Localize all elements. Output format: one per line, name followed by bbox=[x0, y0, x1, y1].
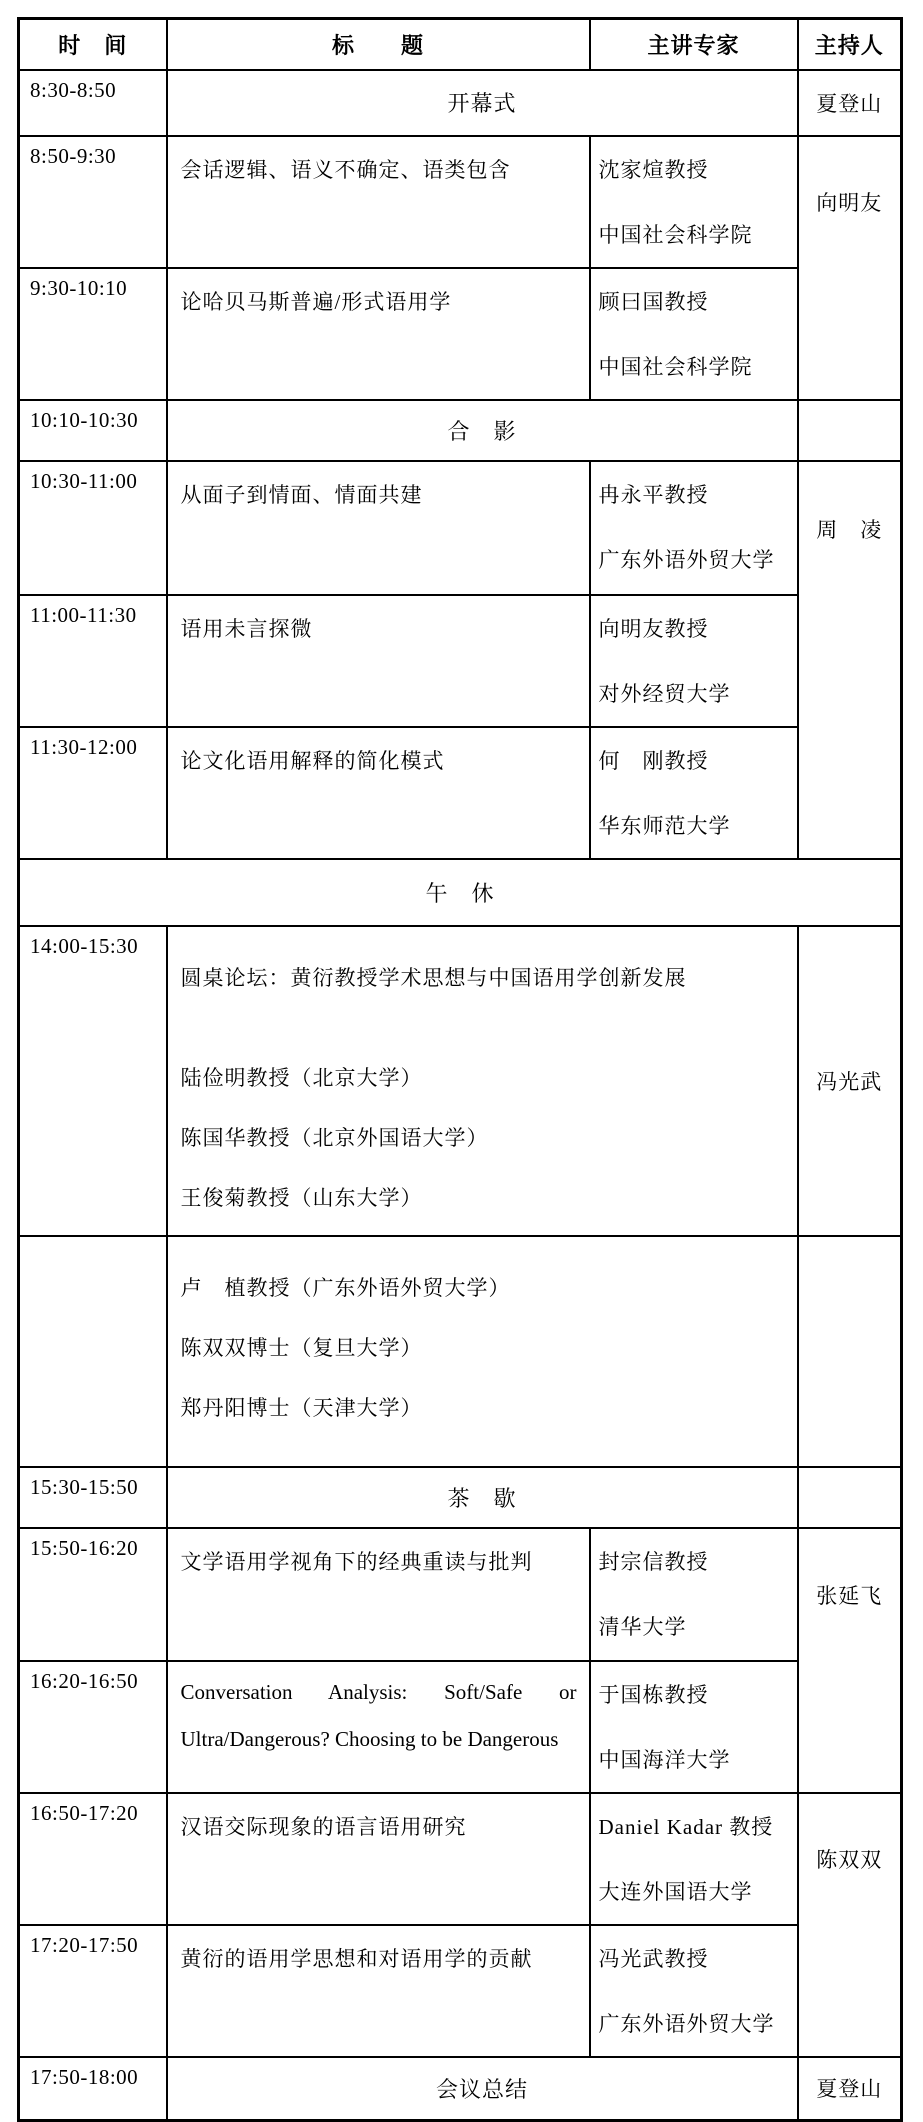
time-cell: 15:50-16:20 bbox=[19, 1528, 167, 1661]
speaker-affiliation: 广东外语外贸大学 bbox=[598, 548, 775, 572]
time-cell: 9:30-10:10 bbox=[19, 268, 167, 400]
speaker-cell bbox=[590, 1661, 798, 1793]
host-cell: 夏登山 bbox=[798, 2057, 902, 2121]
roundtable-title: 圆桌论坛：黄衍教授学术思想与中国语用学创新发展 bbox=[180, 965, 687, 990]
column-header-time: 时 间 bbox=[19, 19, 167, 70]
event-cell: 茶 歇 bbox=[167, 1467, 798, 1528]
roundtable-panelist: 郑丹阳博士（天津大学） bbox=[180, 1395, 423, 1420]
title-cell bbox=[167, 461, 590, 595]
speaker-affiliation: 华东师范大学 bbox=[598, 814, 731, 838]
time-cell-empty bbox=[19, 1236, 167, 1467]
table-row bbox=[19, 859, 902, 926]
speaker-affiliation: 中国海洋大学 bbox=[598, 1748, 731, 1772]
table-row bbox=[19, 1661, 902, 1793]
talk-title: 文学语用学视角下的经典重读与批判 bbox=[180, 1550, 533, 1574]
time-cell: 11:30-12:00 bbox=[19, 727, 167, 859]
host-name: 陈双双 bbox=[816, 1847, 883, 1872]
roundtable-cell bbox=[167, 1236, 798, 1467]
speaker-cell bbox=[590, 1793, 798, 1925]
speaker-cell bbox=[590, 727, 798, 859]
title-cell-english: Conversation Analysis: Soft/Safe or Ultra/Dangerous? Choosing to be Dangerous bbox=[167, 1661, 590, 1793]
table-row bbox=[19, 461, 902, 595]
conference-schedule-table bbox=[17, 17, 903, 2122]
roundtable-panelist: 陆俭明教授（北京大学） bbox=[180, 1065, 423, 1090]
table-row bbox=[19, 136, 902, 268]
title-cell bbox=[167, 136, 590, 268]
speaker-affiliation: 中国社会科学院 bbox=[598, 223, 753, 247]
speaker-affiliation: 中国社会科学院 bbox=[598, 355, 753, 379]
host-cell-empty bbox=[798, 1236, 902, 1467]
time-cell: 15:30-15:50 bbox=[19, 1467, 167, 1528]
table-row bbox=[19, 2057, 902, 2121]
time-cell: 11:00-11:30 bbox=[19, 595, 167, 727]
column-header-speaker: 主讲专家 bbox=[590, 19, 798, 70]
speaker-name: 冯光武教授 bbox=[598, 1947, 709, 1971]
time-cell: 16:20-16:50 bbox=[19, 1661, 167, 1793]
table-row bbox=[19, 1236, 902, 1467]
event-cell: 合 影 bbox=[167, 400, 798, 461]
host-cell bbox=[798, 461, 902, 859]
header-row bbox=[19, 19, 902, 70]
speaker-affiliation: 清华大学 bbox=[598, 1615, 687, 1639]
speaker-cell bbox=[590, 136, 798, 268]
speaker-affiliation: 广东外语外贸大学 bbox=[598, 2012, 775, 2036]
talk-title: 论文化语用解释的简化模式 bbox=[180, 749, 445, 773]
speaker-cell bbox=[590, 268, 798, 400]
title-cell bbox=[167, 1528, 590, 1661]
speaker-name: 沈家煊教授 bbox=[598, 158, 709, 182]
table-row bbox=[19, 1528, 902, 1661]
title-cell bbox=[167, 727, 590, 859]
talk-title: 语用未言探微 bbox=[180, 617, 313, 641]
table-row bbox=[19, 268, 902, 400]
speaker-name: 封宗信教授 bbox=[598, 1550, 709, 1574]
table-row bbox=[19, 70, 902, 136]
host-cell bbox=[798, 1528, 902, 1793]
title-cell bbox=[167, 268, 590, 400]
table-row bbox=[19, 1925, 902, 2057]
speaker-name: 向明友教授 bbox=[598, 617, 709, 641]
table-row bbox=[19, 400, 902, 461]
time-cell: 8:50-9:30 bbox=[19, 136, 167, 268]
column-header-host: 主持人 bbox=[798, 19, 902, 70]
roundtable-cell bbox=[167, 926, 798, 1236]
time-cell: 17:20-17:50 bbox=[19, 1925, 167, 2057]
speaker-name: 于国栋教授 bbox=[598, 1683, 709, 1707]
roundtable-panelist: 陈双双博士（复旦大学） bbox=[180, 1335, 423, 1360]
host-cell: 冯光武 bbox=[798, 926, 902, 1236]
speaker-cell bbox=[590, 595, 798, 727]
event-cell-lunch-break: 午 休 bbox=[19, 859, 902, 926]
speaker-name: 顾曰国教授 bbox=[598, 290, 709, 314]
event-cell: 开幕式 bbox=[167, 70, 798, 136]
column-header-title: 标 题 bbox=[167, 19, 590, 70]
roundtable-panelist: 卢 植教授（广东外语外贸大学） bbox=[180, 1275, 511, 1300]
table-row bbox=[19, 727, 902, 859]
speaker-cell bbox=[590, 1925, 798, 2057]
talk-title: 会话逻辑、语义不确定、语类包含 bbox=[180, 158, 511, 182]
talk-title: 汉语交际现象的语言语用研究 bbox=[180, 1815, 467, 1839]
table-row bbox=[19, 926, 902, 1236]
host-name: 向明友 bbox=[816, 190, 883, 215]
time-cell: 17:50-18:00 bbox=[19, 2057, 167, 2121]
blank-line bbox=[181, 1007, 789, 1047]
host-name: 张延飞 bbox=[816, 1584, 883, 1608]
time-cell: 14:00-15:30 bbox=[19, 926, 167, 1236]
title-cell bbox=[167, 1925, 590, 2057]
host-name: 周 凌 bbox=[816, 517, 883, 542]
speaker-name: Daniel Kadar 教授 bbox=[598, 1815, 774, 1839]
speaker-cell bbox=[590, 1528, 798, 1661]
host-cell-empty bbox=[798, 1467, 902, 1528]
speaker-name: 何 刚教授 bbox=[598, 749, 709, 773]
host-cell-empty bbox=[798, 400, 902, 461]
host-cell bbox=[798, 136, 902, 400]
time-cell: 8:30-8:50 bbox=[19, 70, 167, 136]
table-row bbox=[19, 595, 902, 727]
host-cell: 夏登山 bbox=[798, 70, 902, 136]
event-cell: 会议总结 bbox=[167, 2057, 798, 2121]
talk-title: 黄衍的语用学思想和对语用学的贡献 bbox=[180, 1947, 533, 1971]
time-cell: 10:30-11:00 bbox=[19, 461, 167, 595]
host-cell bbox=[798, 1793, 902, 2057]
roundtable-panelist: 王俊菊教授（山东大学） bbox=[180, 1185, 423, 1210]
speaker-affiliation: 对外经贸大学 bbox=[598, 682, 731, 706]
talk-title: 论哈贝马斯普遍/形式语用学 bbox=[180, 290, 452, 314]
title-cell bbox=[167, 595, 590, 727]
table-row bbox=[19, 1467, 902, 1528]
speaker-affiliation: 大连外国语大学 bbox=[598, 1880, 753, 1904]
time-cell: 16:50-17:20 bbox=[19, 1793, 167, 1925]
speaker-name: 冉永平教授 bbox=[598, 483, 709, 507]
roundtable-panelist: 陈国华教授（北京外国语大学） bbox=[180, 1125, 489, 1150]
table-row bbox=[19, 1793, 902, 1925]
talk-title: 从面子到情面、情面共建 bbox=[180, 483, 423, 507]
speaker-cell bbox=[590, 461, 798, 595]
time-cell: 10:10-10:30 bbox=[19, 400, 167, 461]
title-cell bbox=[167, 1793, 590, 1925]
